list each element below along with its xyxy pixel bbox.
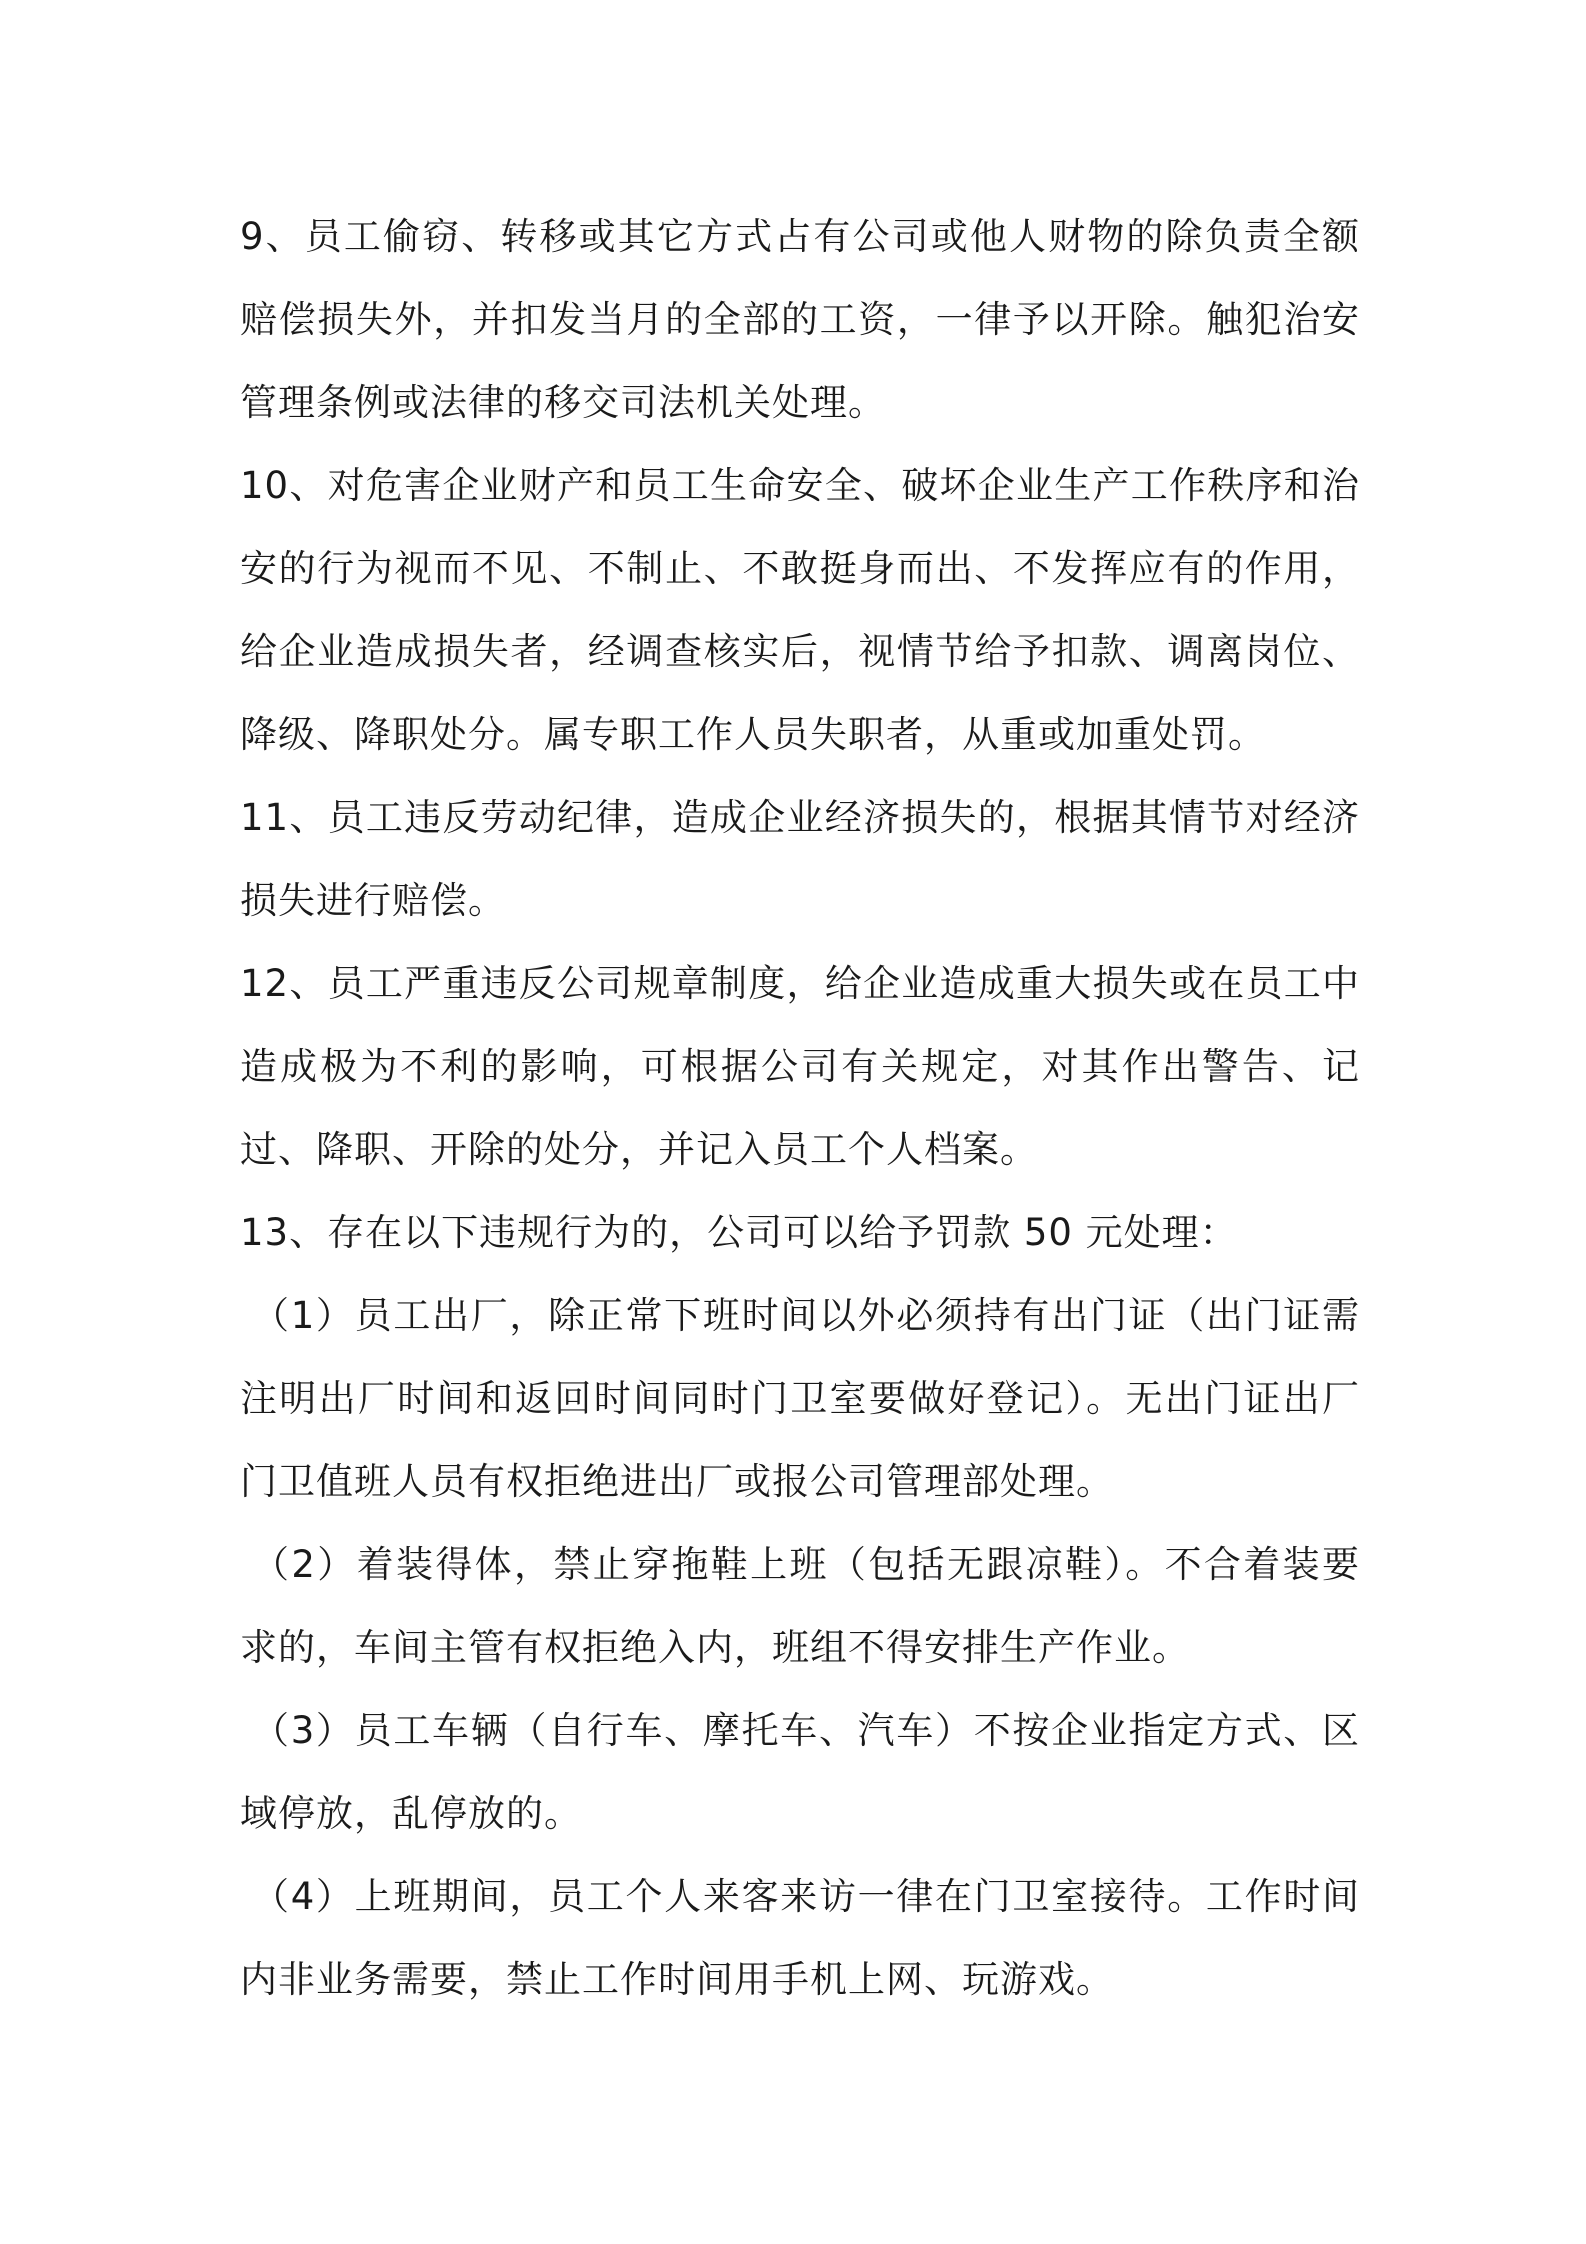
paragraph-item-9: 9、员工偷窃、转移或其它方式占有公司或他人财物的除负责全额赔偿损失外，并扣发当月的全部的工资，一律予以开除。触犯治安管理条例或法律的移交司法机关处理。: [240, 215, 1360, 424]
sub-item-3: （3）员工车辆（自行车、摩托车、汽车）不按企业指定方式、区域停放，乱停放的。: [240, 1709, 1360, 1835]
sub-item-2: （2）着装得体，禁止穿拖鞋上班（包括无跟凉鞋）。不合着装要求的，车间主管有权拒绝入内，班组不得安排生产作业。: [240, 1543, 1360, 1669]
paragraph-item-10: 10、对危害企业财产和员工生命安全、破坏企业生产工作秩序和治安的行为视而不见、不制止、不敢挺身而出、不发挥应有的作用，给企业造成损失者，经调查核实后，视情节给予扣款、调离岗位、降级、降职处分。属专职工作人员失职者，从重或加重处罚。: [240, 464, 1360, 756]
sub-item-4: （4）上班期间，员工个人来客来访一律在门卫室接待。工作时间内非业务需要，禁止工作时间用手机上网、玩游戏。: [240, 1875, 1360, 2001]
paragraph-item-13: 13、存在以下违规行为的，公司可以给予罚款 50 元处理：: [240, 1211, 1238, 1254]
sub-item-1: （1）员工出厂，除正常下班时间以外必须持有出门证（出门证需注明出厂时间和返回时间同时门卫室要做好登记）。无出门证出厂门卫值班人员有权拒绝进出厂或报公司管理部处理。: [240, 1294, 1360, 1503]
paragraph-item-11: 11、员工违反劳动纪律，造成企业经济损失的，根据其情节对经济损失进行赔偿。: [240, 796, 1360, 922]
document-body: [240, 195, 1360, 2021]
paragraph-item-12: 12、员工严重违反公司规章制度，给企业造成重大损失或在员工中造成极为不利的影响，可根据公司有关规定，对其作出警告、记过、降职、开除的处分，并记入员工个人档案。: [240, 962, 1360, 1171]
